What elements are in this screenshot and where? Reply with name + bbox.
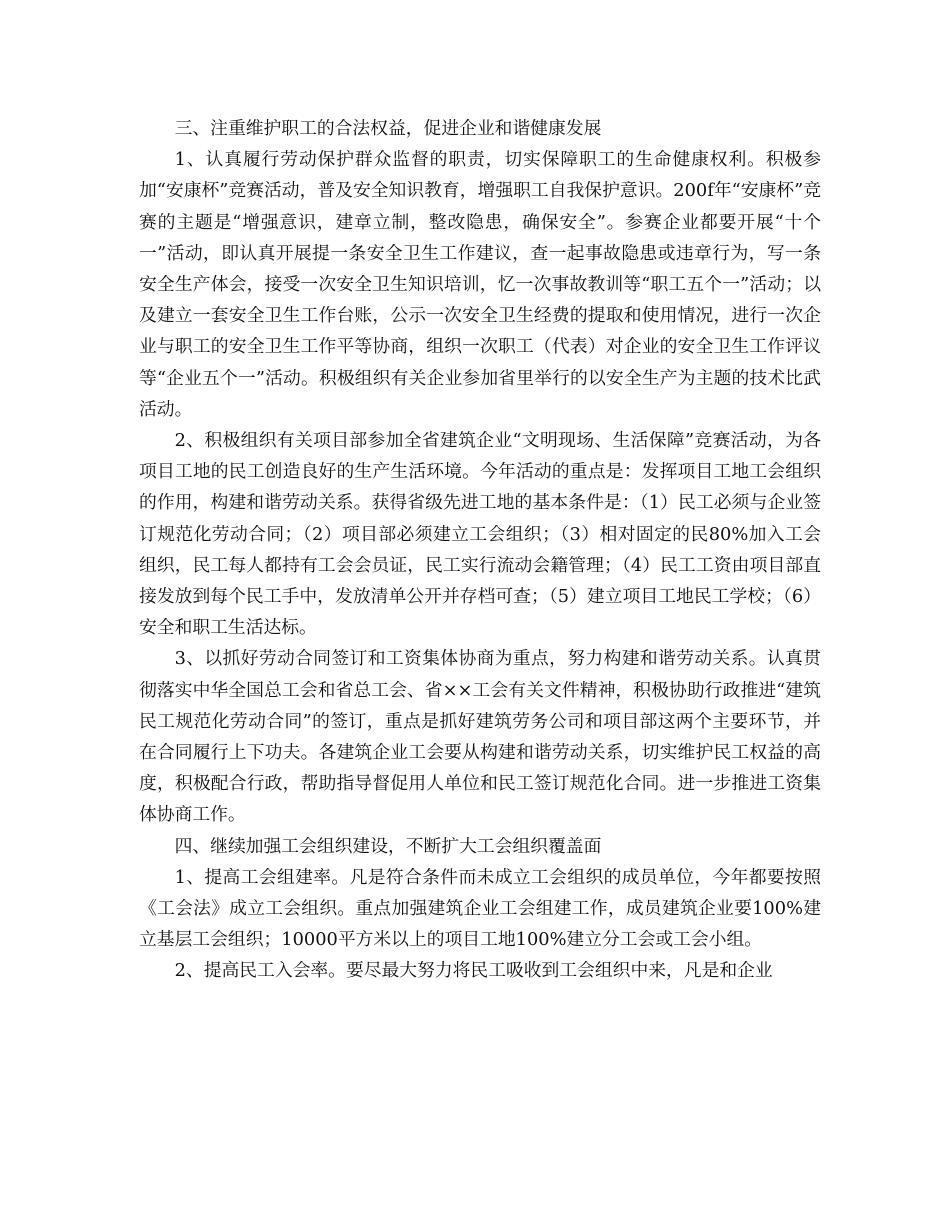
paragraph-labor-contract: 3、以抓好劳动合同签订和工资集体协商为重点，努力构建和谐劳动关系。认真贯彻落实中华全国总工会和省总工会、省××工会有关文件精神，积极协助行政推进“建筑民工规范化劳动合同”的签订，重点是抓好建筑劳务公司和项目部这两个主要环节，并在合同履行上下功夫。各建筑企业工会要从构建和谐劳动关系，切实维护民工权益的高度，积极配合行政，帮助指导督促用人单位和民工签订规范化合同。进一步推进工资集体协商工作。	[139, 648, 821, 826]
paragraph-migrant-membership: 2、提高民工入会率。要尽最大努力将民工吸收到工会组织中来，凡是和企业	[174, 960, 773, 982]
section-heading-3: 三、注重维护职工的合法权益，促进企业和谐健康发展	[174, 118, 602, 139]
paragraph-union-formation: 1、提高工会组建率。凡是符合条件而未成立工会组织的成员单位，今年都要按照《工会法》成立工会组织。重点加强建筑企业工会组建工作，成员建筑企业要100%建立基层工会组织；10000平方米以上的项目工地100%建立分工会或工会小组。	[139, 866, 821, 951]
paragraph-labor-protection: 1、认真履行劳动保护群众监督的职责，切实保障职工的生命健康权利。积极参加“安康杯”竞赛活动，普及安全知识教育，增强职工自我保护意识。200f年“安康杯”竞赛的主题是“增强意识，建章立制，整改隐患，确保安全”。参赛企业都要开展“十个一”活动，即认真开展提一条安全卫生工作建议，查一起事故隐患或违章行为，写一条安全生产体会，接受一次安全卫生知识培训，忆一次事故教训等“职工五个一”活动；以及建立一套安全卫生工作台账，公示一次安全卫生经费的提取和使用情况，进行一次企业与职工的安全卫生工作平等协商，组织一次职工（代表）对企业的安全卫生工作评议等“企业五个一”活动。积极组织有关企业参加省里举行的以安全生产为主题的技术比武活动。	[139, 149, 821, 420]
section-heading-4: 四、继续加强工会组织建设，不断扩大工会组织覆盖面	[174, 835, 602, 857]
paragraph-civilized-site: 2、积极组织有关项目部参加全省建筑企业“文明现场、生活保障”竞赛活动，为各项目工地的民工创造良好的生产生活环境。今年活动的重点是：发挥项目工地工会组织的作用，构建和谐劳动关系。获得省级先进工地的基本条件是：（1）民工必须与企业签订规范化劳动合同；（2）项目部必须建立工会组织；（3）相对固定的民80%加入工会组织，民工每人都持有工会会员证，民工实行流动会籍管理；（4）民工工资由项目部直接发放到每个民工手中，发放清单公开并存档可查；（5）建立项目工地民工学校；（6）安全和职工生活达标。	[139, 430, 821, 639]
document-body	[139, 113, 821, 987]
